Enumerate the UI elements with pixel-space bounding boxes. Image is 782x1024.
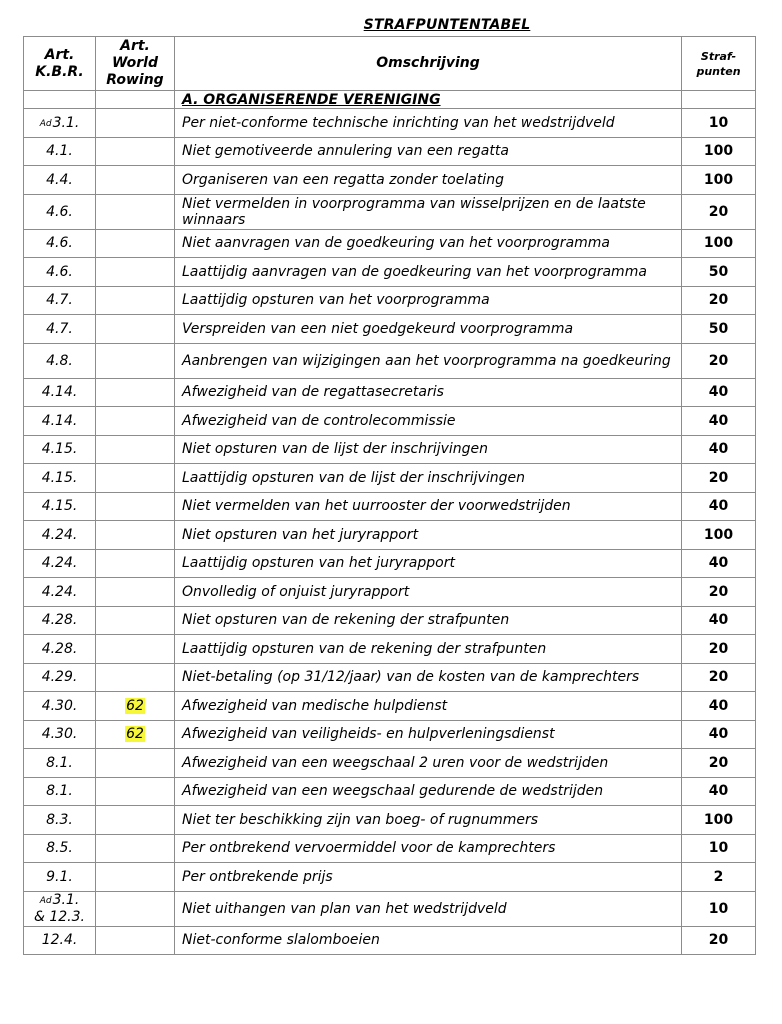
art-kbr-cell bbox=[24, 109, 96, 138]
art-kbr-cell bbox=[24, 806, 96, 835]
header-art-kbr-line2: K.B.R. bbox=[35, 63, 84, 80]
penalty-points-cell: 50 bbox=[682, 258, 756, 287]
art-kbr-cell bbox=[24, 891, 96, 926]
art-world-rowing-cell bbox=[96, 891, 175, 926]
description-cell: Laattijdig opsturen van het juryrapport bbox=[175, 549, 682, 578]
art-kbr-value: 3.1. bbox=[52, 114, 80, 131]
penalty-points-cell: 50 bbox=[682, 315, 756, 344]
art-kbr-cell bbox=[24, 343, 96, 378]
art-kbr-cell bbox=[24, 926, 96, 955]
table-row bbox=[24, 834, 756, 863]
description-cell: Niet-conforme slalomboeien bbox=[175, 926, 682, 955]
table-row bbox=[24, 166, 756, 195]
table-row bbox=[24, 378, 756, 407]
description-cell: Laattijdig opsturen van de rekening der strafpunten bbox=[175, 635, 682, 664]
art-kbr-cell bbox=[24, 777, 96, 806]
section-row bbox=[24, 91, 756, 109]
header-art-kbr-line1: Art. bbox=[44, 46, 75, 63]
penalty-points-cell: 100 bbox=[682, 521, 756, 550]
art-kbr-cell bbox=[24, 315, 96, 344]
art-kbr-value: 4.24. bbox=[41, 526, 78, 543]
art-kbr-cell bbox=[24, 549, 96, 578]
description-cell: Afwezigheid van een weegschaal gedurende de wedstrijden bbox=[175, 777, 682, 806]
art-world-rowing-value: 62 bbox=[126, 726, 144, 743]
art-kbr-value: 8.3. bbox=[46, 811, 73, 828]
ad-prefix: Ad bbox=[39, 896, 52, 906]
penalty-points-cell: 20 bbox=[682, 635, 756, 664]
art-kbr-value: 4.24. bbox=[41, 555, 78, 572]
art-kbr-value: 4.30. bbox=[41, 697, 78, 714]
table-row bbox=[24, 435, 756, 464]
table-row bbox=[24, 549, 756, 578]
art-kbr-value: 4.4. bbox=[46, 171, 73, 188]
art-kbr-value: 4.15. bbox=[41, 441, 78, 458]
art-kbr-cell bbox=[24, 229, 96, 258]
penalty-points-cell: 20 bbox=[682, 578, 756, 607]
art-kbr-value: 8.1. bbox=[46, 783, 73, 800]
art-world-rowing-cell bbox=[96, 926, 175, 955]
art-kbr-value: 4.7. bbox=[46, 320, 73, 337]
art-kbr-cell bbox=[24, 521, 96, 550]
description-cell: Afwezigheid van de controlecommissie bbox=[175, 407, 682, 436]
header-row bbox=[24, 37, 756, 91]
description-cell: Afwezigheid van veiligheids- en hulpverleningsdienst bbox=[175, 720, 682, 749]
art-kbr-value: 4.1. bbox=[46, 143, 73, 160]
art-kbr-value: 4.7. bbox=[46, 292, 73, 309]
art-kbr-value: 4.28. bbox=[41, 640, 78, 657]
table-row bbox=[24, 194, 756, 229]
art-kbr-cell bbox=[24, 166, 96, 195]
table-row bbox=[24, 286, 756, 315]
art-kbr-value: 4.6. bbox=[46, 235, 73, 252]
art-kbr-value: 4.28. bbox=[41, 612, 78, 629]
table-row bbox=[24, 521, 756, 550]
art-kbr-value: 8.1. bbox=[46, 754, 73, 771]
table-row bbox=[24, 578, 756, 607]
penalty-points-cell: 40 bbox=[682, 777, 756, 806]
penalty-points-cell: 40 bbox=[682, 720, 756, 749]
art-kbr-value-2: & 12.3. bbox=[34, 909, 85, 925]
art-kbr-cell bbox=[24, 407, 96, 436]
art-kbr-cell bbox=[24, 286, 96, 315]
art-kbr-value: 9.1. bbox=[46, 868, 73, 885]
art-world-rowing-cell bbox=[96, 578, 175, 607]
art-kbr-value: 4.8. bbox=[46, 352, 73, 369]
art-world-rowing-cell bbox=[96, 834, 175, 863]
art-world-rowing-cell bbox=[96, 806, 175, 835]
table-row bbox=[24, 926, 756, 955]
penalty-points-cell: 20 bbox=[682, 663, 756, 692]
art-world-rowing-cell bbox=[96, 109, 175, 138]
table-row bbox=[24, 315, 756, 344]
art-kbr-cell bbox=[24, 194, 96, 229]
table-row bbox=[24, 891, 756, 926]
description-cell: Laattijdig opsturen van de lijst der inschrijvingen bbox=[175, 464, 682, 493]
table-row bbox=[24, 407, 756, 436]
description-cell: Niet opsturen van de rekening der strafpunten bbox=[175, 606, 682, 635]
art-kbr-cell bbox=[24, 863, 96, 892]
description-cell: Organiseren van een regatta zonder toelating bbox=[175, 166, 682, 195]
description-cell: Niet ter beschikking zijn van boeg- of rugnummers bbox=[175, 806, 682, 835]
art-world-rowing-cell bbox=[96, 343, 175, 378]
art-kbr-value: 4.6. bbox=[46, 203, 73, 220]
art-world-rowing-cell bbox=[96, 166, 175, 195]
description-cell: Per ontbrekende prijs bbox=[175, 863, 682, 892]
art-kbr-value: 4.6. bbox=[46, 263, 73, 280]
art-world-rowing-cell bbox=[96, 258, 175, 287]
art-kbr-cell bbox=[24, 464, 96, 493]
art-kbr-value: 4.15. bbox=[41, 498, 78, 515]
header-art-wr-line3: Rowing bbox=[106, 72, 164, 88]
description-cell: Niet uithangen van plan van het wedstrijdveld bbox=[175, 891, 682, 926]
art-world-rowing-cell bbox=[96, 229, 175, 258]
art-world-rowing-cell bbox=[96, 464, 175, 493]
art-kbr-cell bbox=[24, 663, 96, 692]
art-kbr-value: 4.24. bbox=[41, 583, 78, 600]
art-world-rowing-cell bbox=[96, 663, 175, 692]
header-strafpunten-line1: Straf- bbox=[700, 49, 737, 63]
art-world-rowing-cell bbox=[96, 606, 175, 635]
penalty-points-cell: 10 bbox=[682, 834, 756, 863]
art-world-rowing-cell bbox=[96, 549, 175, 578]
table-row bbox=[24, 635, 756, 664]
description-cell: Niet gemotiveerde annulering van een regatta bbox=[175, 137, 682, 166]
description-cell: Per ontbrekend vervoermiddel voor de kamprechters bbox=[175, 834, 682, 863]
penalty-points-cell: 40 bbox=[682, 407, 756, 436]
description-cell: Niet-betaling (op 31/12/jaar) van de kosten van de kamprechters bbox=[175, 663, 682, 692]
art-kbr-cell bbox=[24, 378, 96, 407]
table-row bbox=[24, 343, 756, 378]
header-omschrijving: Omschrijving bbox=[175, 37, 682, 91]
art-world-rowing-cell bbox=[96, 777, 175, 806]
art-world-rowing-cell bbox=[96, 137, 175, 166]
penalty-points-cell: 10 bbox=[682, 891, 756, 926]
art-kbr-value: 8.5. bbox=[46, 840, 73, 857]
description-cell: Niet opsturen van de lijst der inschrijvingen bbox=[175, 435, 682, 464]
section-empty-cell bbox=[96, 91, 175, 109]
art-world-rowing-cell bbox=[96, 692, 175, 721]
table-row bbox=[24, 806, 756, 835]
art-kbr-cell bbox=[24, 606, 96, 635]
header-strafpunten bbox=[682, 37, 756, 91]
penalty-points-cell: 2 bbox=[682, 863, 756, 892]
art-kbr-value: 4.30. bbox=[41, 726, 78, 743]
art-kbr-cell bbox=[24, 578, 96, 607]
art-world-rowing-cell bbox=[96, 407, 175, 436]
header-art-wr-line2: World bbox=[111, 55, 159, 71]
description-cell: Afwezigheid van de regattasecretaris bbox=[175, 378, 682, 407]
description-cell: Niet aanvragen van de goedkeuring van het voorprogramma bbox=[175, 229, 682, 258]
penalty-points-cell: 100 bbox=[682, 229, 756, 258]
penalty-points-cell: 10 bbox=[682, 109, 756, 138]
table-row bbox=[24, 464, 756, 493]
description-cell: Niet opsturen van het juryrapport bbox=[175, 521, 682, 550]
art-world-rowing-cell bbox=[96, 492, 175, 521]
section-heading: A. ORGANISERENDE VERENIGING bbox=[175, 91, 682, 109]
description-cell: Niet vermelden in voorprogramma van wisselprijzen en de laatste winnaars bbox=[175, 194, 682, 229]
art-world-rowing-cell bbox=[96, 378, 175, 407]
description-cell: Verspreiden van een niet goedgekeurd voorprogramma bbox=[175, 315, 682, 344]
art-world-rowing-cell bbox=[96, 435, 175, 464]
art-world-rowing-cell bbox=[96, 749, 175, 778]
table-row bbox=[24, 749, 756, 778]
art-kbr-cell bbox=[24, 635, 96, 664]
penalty-points-cell: 20 bbox=[682, 286, 756, 315]
section-empty-cell bbox=[682, 91, 756, 109]
description-cell: Per niet-conforme technische inrichting van het wedstrijdveld bbox=[175, 109, 682, 138]
penalty-points-cell: 100 bbox=[682, 806, 756, 835]
art-world-rowing-value: 62 bbox=[126, 697, 144, 714]
penalty-points-cell: 40 bbox=[682, 606, 756, 635]
table-row bbox=[24, 777, 756, 806]
penalty-points-cell: 40 bbox=[682, 492, 756, 521]
description-cell: Onvolledig of onjuist juryrapport bbox=[175, 578, 682, 607]
art-kbr-value: 4.29. bbox=[41, 669, 78, 686]
description-cell: Laattijdig aanvragen van de goedkeuring van het voorprogramma bbox=[175, 258, 682, 287]
art-kbr-cell bbox=[24, 137, 96, 166]
table-row bbox=[24, 137, 756, 166]
art-kbr-cell bbox=[24, 834, 96, 863]
art-kbr-cell bbox=[24, 492, 96, 521]
art-kbr-cell bbox=[24, 435, 96, 464]
table-row bbox=[24, 720, 756, 749]
table-row bbox=[24, 492, 756, 521]
table-row bbox=[24, 109, 756, 138]
section-empty-cell bbox=[24, 91, 96, 109]
description-cell: Niet vermelden van het uurrooster der voorwedstrijden bbox=[175, 492, 682, 521]
art-kbr-cell bbox=[24, 258, 96, 287]
header-art-world-rowing bbox=[96, 37, 175, 91]
ad-prefix: Ad bbox=[39, 118, 52, 129]
art-world-rowing-cell bbox=[96, 521, 175, 550]
art-kbr-cell bbox=[24, 692, 96, 721]
penalty-points-cell: 40 bbox=[682, 549, 756, 578]
page-title: STRAFPUNTENTABEL bbox=[363, 17, 531, 33]
table-body bbox=[24, 91, 756, 955]
art-kbr-value: 4.14. bbox=[41, 412, 78, 429]
art-kbr-cell bbox=[24, 749, 96, 778]
penalty-points-cell: 20 bbox=[682, 343, 756, 378]
art-world-rowing-cell bbox=[96, 315, 175, 344]
art-world-rowing-cell bbox=[96, 635, 175, 664]
art-world-rowing-cell bbox=[96, 194, 175, 229]
art-kbr-value: 4.15. bbox=[41, 469, 78, 486]
description-cell: Afwezigheid van medische hulpdienst bbox=[175, 692, 682, 721]
table-row bbox=[24, 229, 756, 258]
header-art-wr-line1: Art. bbox=[120, 38, 150, 54]
penalty-points-cell: 40 bbox=[682, 435, 756, 464]
table-row bbox=[24, 692, 756, 721]
penalty-table bbox=[23, 36, 756, 955]
art-kbr-value: 4.14. bbox=[41, 384, 78, 401]
description-cell: Afwezigheid van een weegschaal 2 uren voor de wedstrijden bbox=[175, 749, 682, 778]
art-world-rowing-cell bbox=[96, 286, 175, 315]
penalty-points-cell: 20 bbox=[682, 194, 756, 229]
penalty-points-cell: 100 bbox=[682, 166, 756, 195]
penalty-points-cell: 100 bbox=[682, 137, 756, 166]
art-world-rowing-cell bbox=[96, 720, 175, 749]
description-cell: Aanbrengen van wijzigingen aan het voorprogramma na goedkeuring bbox=[175, 343, 682, 378]
penalty-points-cell: 40 bbox=[682, 692, 756, 721]
table-row bbox=[24, 663, 756, 692]
art-kbr-value: 12.4. bbox=[41, 932, 78, 949]
table-row bbox=[24, 863, 756, 892]
art-kbr-value: 3.1. bbox=[52, 892, 80, 908]
table-row bbox=[24, 606, 756, 635]
penalty-points-cell: 20 bbox=[682, 464, 756, 493]
penalty-points-cell: 20 bbox=[682, 749, 756, 778]
art-world-rowing-cell bbox=[96, 863, 175, 892]
header-art-kbr bbox=[24, 37, 96, 91]
penalty-points-cell: 40 bbox=[682, 378, 756, 407]
art-kbr-cell bbox=[24, 720, 96, 749]
header-strafpunten-line2: punten bbox=[696, 64, 741, 78]
description-cell: Laattijdig opsturen van het voorprogramma bbox=[175, 286, 682, 315]
penalty-points-cell: 20 bbox=[682, 926, 756, 955]
table-row bbox=[24, 258, 756, 287]
